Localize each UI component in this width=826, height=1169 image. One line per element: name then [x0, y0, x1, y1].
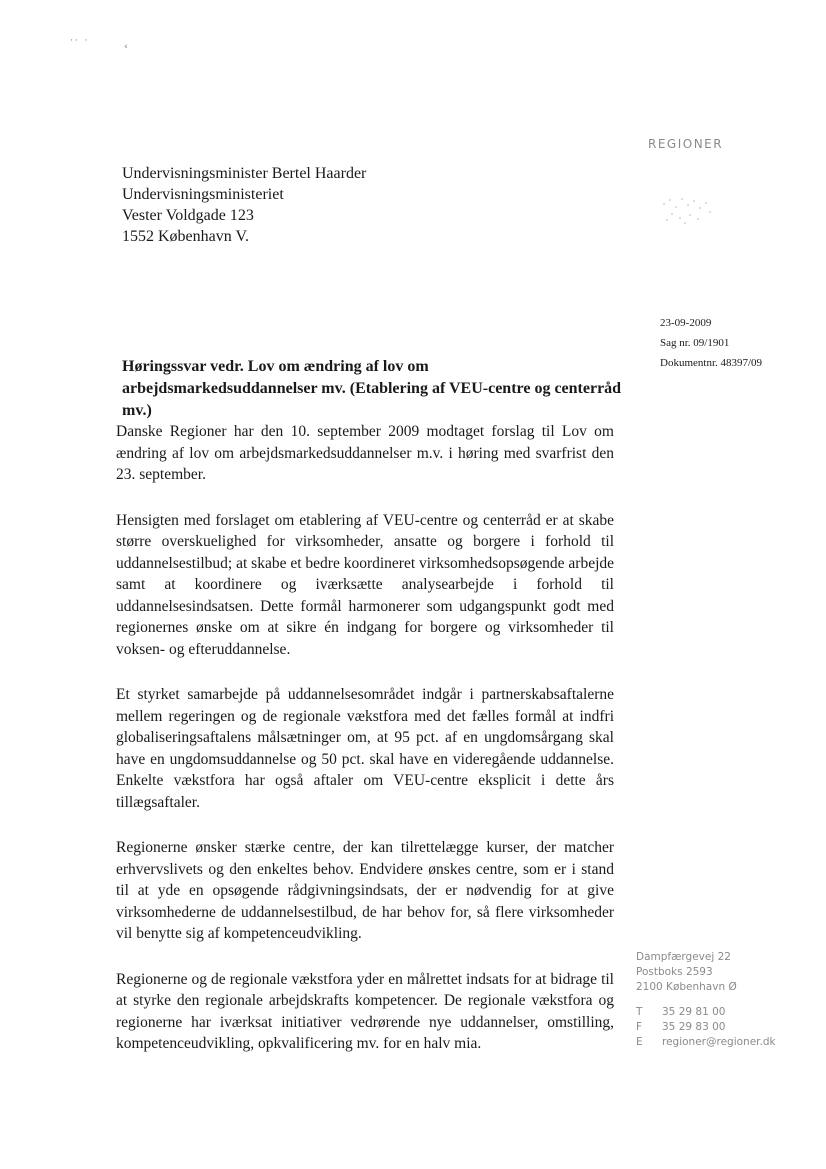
body-paragraph: Danske Regioner har den 10. september 2009 modtaget forslag til Lov om ændring af lov om arbejdsmarkedsuddannelser m.v. i høring med svarfrist den 23. september.: [116, 423, 614, 483]
recipient-organisation: Undervisningsministeriet: [122, 186, 284, 203]
recipient-city: 1552 København V.: [122, 228, 249, 245]
letter-subject: Høringssvar vedr. Lov om ændring af lov om arbejdsmarkedsuddannelser mv. (Etablering af VEU-centre og centerråd mv.): [122, 358, 622, 419]
phone-number: 35 29 81 00: [662, 1006, 726, 1018]
phone-label: T: [636, 1006, 643, 1018]
regioner-logo: REGIONER: [648, 137, 724, 151]
fax-label: F: [636, 1021, 643, 1033]
document-number: Dokumentnr. 48397/09: [660, 357, 763, 369]
body-paragraph: Regionerne og de regionale vækstfora yder en målrettet indsats for at bidrage til at styrke den regionale arbejdskrafts kompetencer. De regionale vækstfora og regionerne har iværksat initiativer vedrørende nye uddannelser, omstilling, kompetenceudvikling, opkvalificering mv. for en halv mia.: [116, 970, 614, 1052]
body-paragraph: Hensigten med forslaget om etablering af VEU-centre og centerråd er at skabe større overskuelighed for virksomheder, ansatte og borgere i forhold til uddannelsestilbud; at skabe et bedre koordineret virksomhedsopsøgende arbejde samt at koordinere og iværksætte analysearbejde i forhold til uddannelsesindsatsen. Dette formål harmonerer som udgangspunkt godt med regionernes ønske om at sikre én indgang for borgere og virksomheder til voksen- og efteruddannelse.: [116, 511, 615, 658]
footer-city: 2100 København Ø: [636, 981, 737, 993]
email-address[interactable]: regioner@regioner.dk: [662, 1036, 776, 1048]
letter-body: [116, 421, 614, 1079]
fax-number: 35 29 83 00: [662, 1021, 726, 1033]
body-paragraph: Regionerne ønsker stærke centre, der kan tilrettelægge kurser, der matcher erhvervslivets og den enkeltes behov. Endvidere ønskes centre, som er i stand til at yde en opsøgende rådgivningsindsats, der er nødvendig for at give virksomhederne de uddannelsestilbud, de har behov for, så flere virksomheder vil benytte sig af kompetenceudvikling.: [116, 839, 614, 942]
body-paragraph: Et styrket samarbejde på uddannelsesområdet indgår i partnerskabsaftalerne mellem regeringen og de regionale vækstfora med det fælles formål at indfri globaliseringsaftalens målsætninger om, at 95 pct. af en ungdomsårgang skal have en ungdomsuddannelse og 50 pct. skal have en videregående uddannelse. Enkelte vækstfora har også aftaler om VEU-centre eksplicit i dette års tillægsaftaler.: [116, 686, 614, 811]
scan-speck: ‹: [124, 42, 128, 52]
case-number: Sag nr. 09/1901: [660, 337, 730, 349]
recipient-street: Vester Voldgade 123: [122, 207, 254, 224]
footer-postbox: Postboks 2593: [636, 966, 713, 978]
footer-street: Dampfærgevej 22: [636, 951, 731, 963]
footer-email: [636, 1035, 776, 1050]
footer-phone: [636, 1005, 776, 1020]
email-label: E: [636, 1036, 643, 1048]
recipient-address: [122, 163, 366, 247]
scan-specks: ·· ·: [70, 36, 90, 46]
letter-meta: [660, 313, 762, 373]
letter-date: 23-09-2009: [660, 317, 712, 329]
faint-seal-icon: [652, 190, 722, 230]
sender-footer: [636, 950, 776, 1050]
recipient-name: Undervisningsminister Bertel Haarder: [122, 165, 367, 182]
footer-fax: [636, 1020, 776, 1035]
